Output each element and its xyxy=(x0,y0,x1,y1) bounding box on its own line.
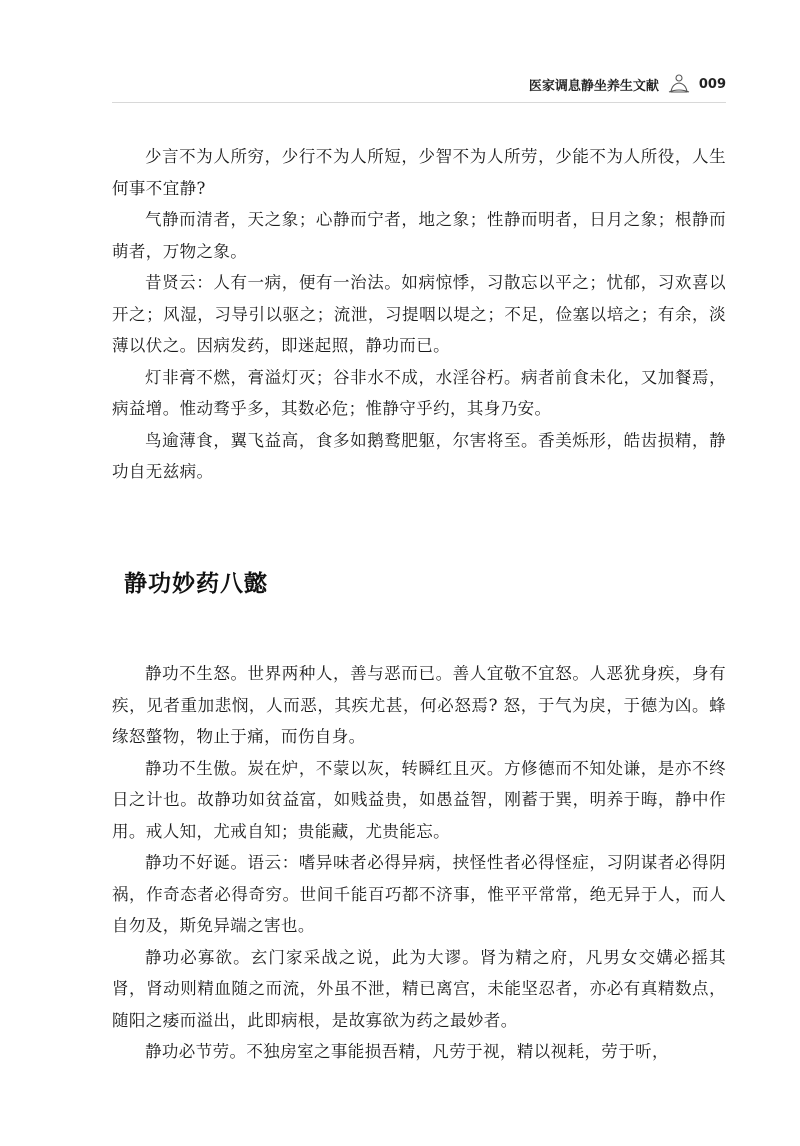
paragraph: 静功不好诞。语云：嗜异味者必得异病，挟怪性者必得怪症，习阴谋者必得阴祸，作奇态者必得奇穷。世间千能百巧都不济事，惟平平常常，绝无异于人，而人自勿及，斯免异端之害也。 xyxy=(112,853,726,935)
paragraph: 灯非膏不燃，膏溢灯灭；谷非水不成，水淫谷朽。病者前食未化，又加餐焉，病益增。惟动骛乎多，其数必危；惟静守乎约，其身乃安。 xyxy=(112,367,726,418)
paragraph: 鸟逾薄食，翼飞益高，食多如鹅鹜肥躯，尔害将至。香美烁形，皓齿损精，静功自无兹病。 xyxy=(112,430,726,481)
meditating-figure-icon xyxy=(667,74,691,94)
header-divider xyxy=(112,102,726,103)
paragraph: 静功必节劳。不独房室之事能损吾精，凡劳于视，精以视耗，劳于听， xyxy=(145,1042,669,1061)
paragraph: 气静而清者，天之象；心静而宁者，地之象；性静而明者，日月之象；根静而萌者，万物之象。 xyxy=(112,210,726,261)
top-text-block xyxy=(112,141,726,488)
page-number: 009 xyxy=(698,76,726,92)
running-header xyxy=(529,74,726,94)
paragraph: 静功不生怒。世界两种人，善与恶而已。善人宜敬不宜怒。人恶犹身疾，身有疾，见者重加悲悯，人而恶，其疾尤甚，何必怒焉? 怒，于气为戾，于德为凶。蜂缘怒螫物，物止于痛，而伤自身。 xyxy=(112,664,726,746)
paragraph: 静功必寡欲。玄门家采战之说，此为大谬。肾为精之府，凡男女交媾必摇其肾，肾动则精血随之而流，外虽不泄，精已离宫，未能坚忍者，亦必有真精数点，随阳之痿而溢出，此即病根，是故寡欲为药之最妙者。 xyxy=(112,947,726,1030)
section-title: 静功妙药八懿 xyxy=(124,571,268,597)
paragraph: 少言不为人所穷，少行不为人所短，少智不为人所劳，少能不为人所役，人生何事不宜静? xyxy=(112,147,726,198)
book-title: 医家调息静坐养生文献 xyxy=(528,78,659,94)
section-text-block xyxy=(112,658,726,1068)
paragraph: 静功不生傲。炭在炉，不蒙以灰，转瞬红且灭。方修德而不知处谦，是亦不终日之计也。故静功如贫益富，如贱益贵，如愚益智，刚蓄于巽，明养于晦，静中作用。戒人知，尤戒自知；贵能藏，尤贵能忘。 xyxy=(112,758,726,841)
paragraph: 昔贤云：人有一病，便有一治法。如病惊悸，习散忘以平之；忧郁，习欢喜以开之；风湿，习导引以驱之；流泄，习提咽以堤之；不足，俭塞以培之；有余，淡薄以伏之。因病发药，即迷起照，静功而已。 xyxy=(112,273,726,355)
